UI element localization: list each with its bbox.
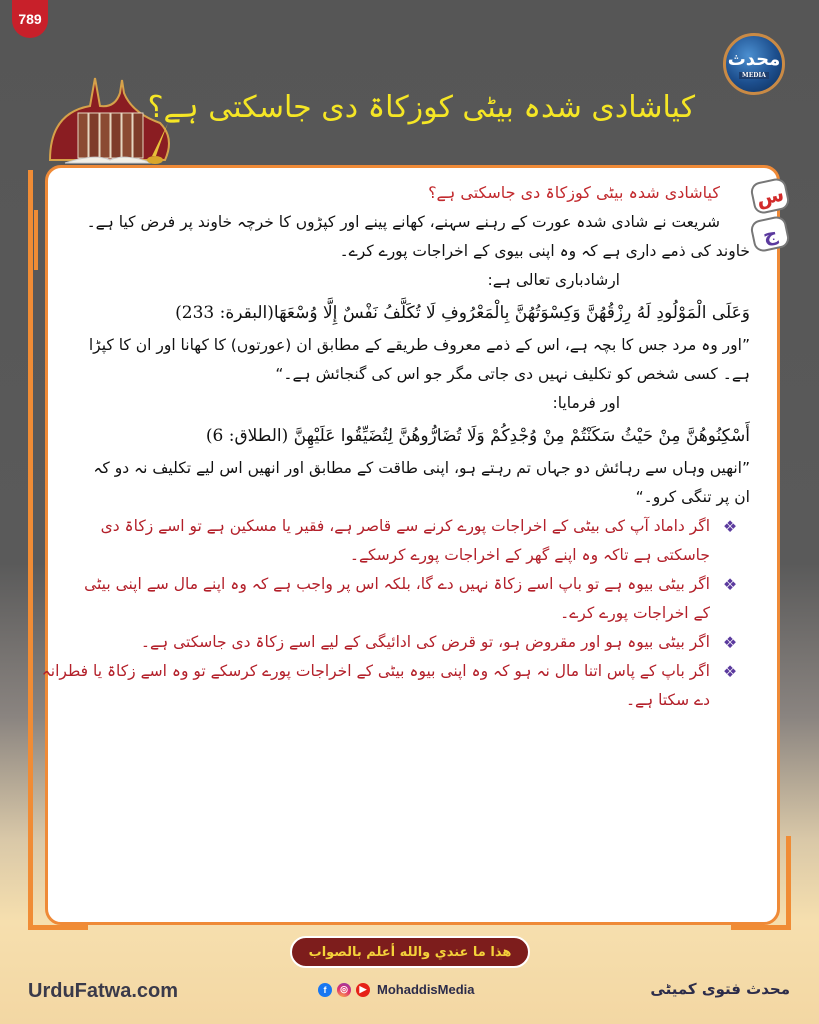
bullet-line: دے سکتا ہے۔ xyxy=(625,691,710,709)
quran-verse: أَسْكِنُوهُنَّ مِنْ حَيْثُ سَكَنْتُمْ مِنْ وُجْدِكُمْ وَلَا تُضَارُّوهُنَّ لِتُضَيِّقُوا عَلَيْهِنَّ (الطلاق: 6) xyxy=(205,426,750,446)
logo-subtext: MEDIA xyxy=(739,72,769,79)
logo-text: محدث xyxy=(727,48,781,70)
verse-translation-line: ان پر تنگی کرو۔“ xyxy=(635,488,750,506)
verse-intro: اور فرمایا: xyxy=(552,394,620,412)
quran-verse: وَعَلَى الْمَوْلُودِ لَهُ رِزْقُهُنَّ وَكِسْوَتُهُنَّ بِالْمَعْرُوفِ لَا تُكَلَّفُ نَفْسٌ إِلَّا وُسْعَهَا(البقرة: 233) xyxy=(175,303,750,323)
closing-phrase: هذا ما عندي والله أعلم بالصواب xyxy=(290,936,530,968)
bullet-line: جاسکتی ہے تاکہ وہ اپنے گھر کے اخراجات پورے کرسکے۔ xyxy=(349,546,710,564)
social-handle[interactable]: MohaddisMedia xyxy=(377,982,475,997)
bullet-item xyxy=(62,570,750,628)
verse-translation-line: ہے۔ کسی شخص کو تکلیف نہیں دی جاتی مگر جو اس کی گنجائش ہے۔“ xyxy=(275,365,750,383)
page-number: 789 xyxy=(18,11,42,27)
diamond-cluster-icon: ❖ xyxy=(722,575,738,594)
youtube-icon[interactable]: ▶ xyxy=(356,983,370,997)
bullet-line: اگر باپ کے پاس اتنا مال نہ ہو کہ وہ اپنی بیوہ بیٹی کے اخراجات پورے کرسکے تو وہ اسے زکاۃ یا فطرانہ xyxy=(41,662,710,680)
bullet-line: اگر بیٹی بیوہ ہے تو باپ اسے زکاۃ نہیں دے گا، بلکہ اس پر واجب ہے کہ وہ اپنے مال سے اپنی بیٹی xyxy=(84,575,710,593)
facebook-icon[interactable]: f xyxy=(318,983,332,997)
verse-translation-line: ”اور وہ مرد جس کا بچہ ہے، اس کے ذمے معروف طریقے کے مطابق ان (عورتوں) کا کھانا اور ان کا کپڑا xyxy=(88,336,750,354)
committee-name: محدث فتوی کمیٹی xyxy=(650,980,790,998)
bullet-line: کے اخراجات پورے کرے۔ xyxy=(560,604,710,622)
website-link[interactable]: UrduFatwa.com xyxy=(28,980,179,1002)
diamond-cluster-icon: ❖ xyxy=(722,633,738,652)
instagram-icon[interactable]: ◎ xyxy=(337,983,351,997)
question-text: کیاشادی شدہ بیٹی کوزکاۃ دی جاسکتی ہے؟ xyxy=(428,183,720,202)
fatwa-body xyxy=(41,178,750,715)
answer-badge xyxy=(749,215,791,254)
bullet-item xyxy=(41,657,750,715)
diamond-cluster-icon: ❖ xyxy=(722,517,738,536)
page-title: کیاشادی شدہ بیٹی کوزکاۃ دی جاسکتی ہے؟ xyxy=(147,90,695,125)
question-badge-label: س xyxy=(753,181,786,211)
frame-bar-right xyxy=(786,836,791,930)
bullet-line: اگر بیٹی بیوہ ہو اور مقروض ہو، تو قرض کی ادائیگی کے لیے اسے زکاۃ دی جاسکتی ہے۔ xyxy=(140,633,710,651)
social-links xyxy=(318,982,475,997)
answer-line: شریعت نے شادی شدہ عورت کے رہنے سہنے، کھانے پینے اور کپڑوں کا خرچہ خاوند پر فرض کیا ہے۔ xyxy=(86,213,720,231)
diamond-cluster-icon: ❖ xyxy=(722,662,738,681)
mohaddis-media-logo xyxy=(723,33,785,95)
bullet-line: اگر داماد آپ کی بیٹی کے اخراجات پورے کرنے سے قاصر ہے، فقیر یا مسکین ہے تو اسے زکاۃ دی xyxy=(100,517,710,535)
answer-badge-label: ج xyxy=(760,220,780,248)
frame-bar-bottom-left xyxy=(28,925,88,930)
answer-line: خاوند کی ذمے داری ہے کہ وہ اپنی بیوی کے اخراجات پورے کرے۔ xyxy=(339,242,750,260)
question-badge xyxy=(749,177,791,216)
frame-bar-left-inner xyxy=(34,210,38,270)
bullet-item xyxy=(62,628,750,657)
verse-intro: ارشادباری تعالی ہے: xyxy=(487,271,620,289)
frame-bar-bottom-right xyxy=(731,925,791,930)
frame-bar-left-outer xyxy=(28,170,33,930)
page-number-badge xyxy=(12,0,48,38)
verse-translation-line: ”انھیں وہاں سے رہائش دو جہاں تم رہتے ہو، اپنی طاقت کے مطابق اور انھیں اس لیے تکلیف نہ دو کہ xyxy=(93,459,750,477)
bullet-item xyxy=(62,512,750,570)
